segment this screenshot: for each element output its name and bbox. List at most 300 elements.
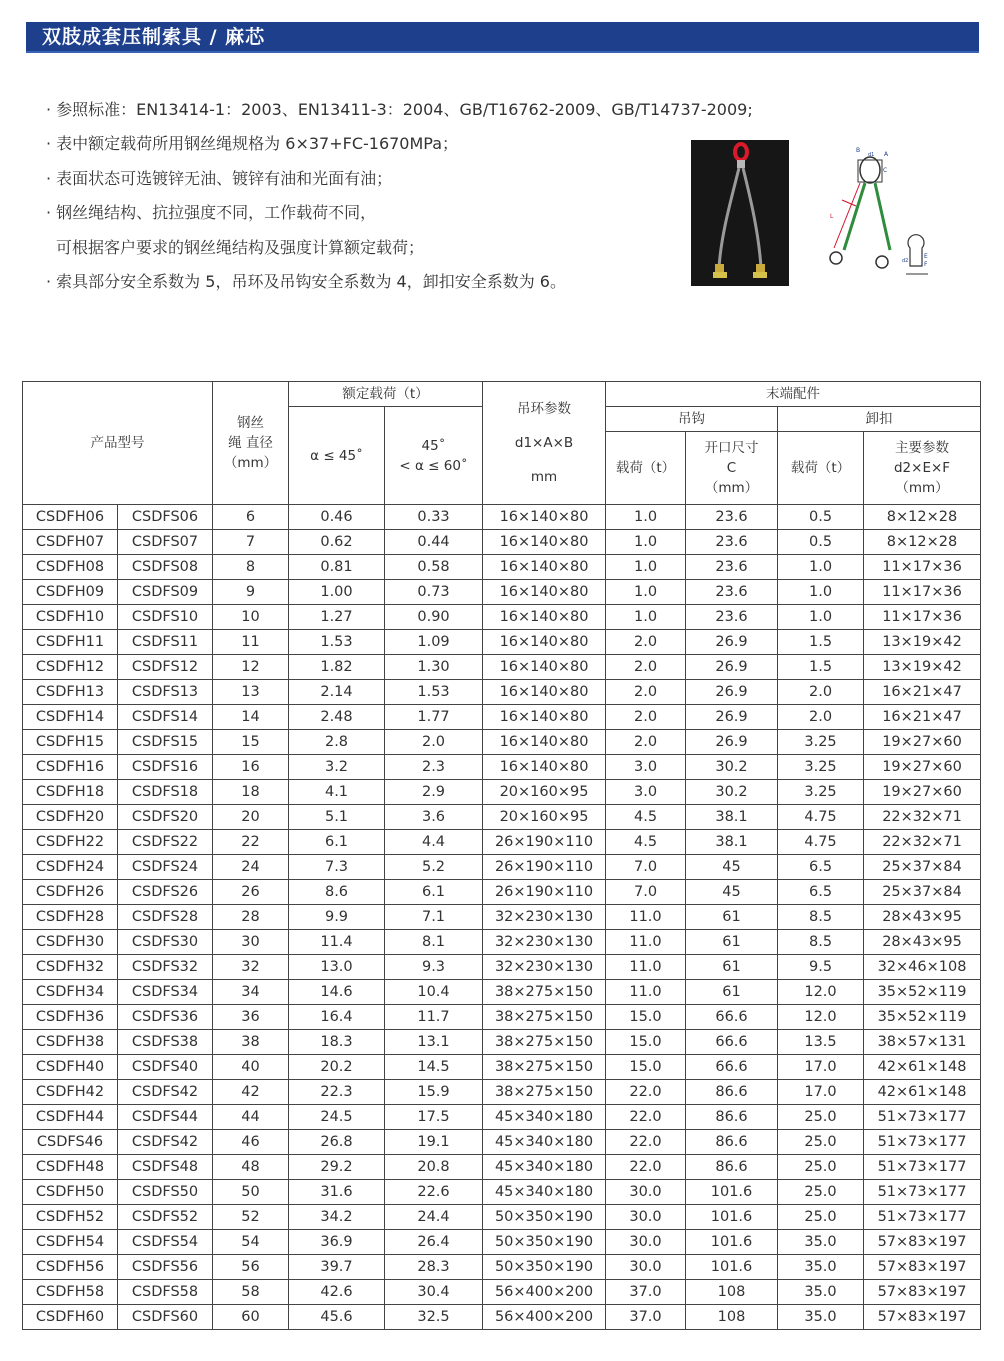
- cell-shackle-params: 19×27×60: [864, 730, 981, 755]
- cell-hook-opening: 23.6: [686, 580, 778, 605]
- cell-rope-diameter: 10: [213, 605, 289, 630]
- cell-model-s: CSDFS56: [118, 1255, 213, 1280]
- cell-load-45: 1.53: [289, 630, 385, 655]
- cell-load-60: 6.1: [385, 880, 483, 905]
- cell-hook-load: 22.0: [606, 1130, 686, 1155]
- cell-hook-opening: 38.1: [686, 805, 778, 830]
- diagram-label: d1: [868, 152, 875, 158]
- diagram-label: C: [883, 167, 888, 174]
- cell-hook-load: 37.0: [606, 1305, 686, 1330]
- header-main-params: [864, 432, 981, 505]
- cell-model-s: CSDFS09: [118, 580, 213, 605]
- cell-hook-load: 15.0: [606, 1005, 686, 1030]
- cell-hook-opening: 66.6: [686, 1030, 778, 1055]
- cell-shackle-params: 25×37×84: [864, 855, 981, 880]
- cell-load-60: 13.1: [385, 1030, 483, 1055]
- page-title: 双肢成套压制索具 / 麻芯: [26, 22, 979, 53]
- cell-hook-opening: 26.9: [686, 705, 778, 730]
- cell-hook-load: 1.0: [606, 605, 686, 630]
- cell-hook-load: 15.0: [606, 1055, 686, 1080]
- cell-load-60: 0.33: [385, 505, 483, 530]
- cell-hook-load: 4.5: [606, 830, 686, 855]
- note-item: · 索具部分安全系数为 5，吊环及吊钩安全系数为 4，卸扣安全系数为 6。: [46, 272, 566, 292]
- cell-hook-load: 11.0: [606, 930, 686, 955]
- table-row: [23, 830, 981, 855]
- cell-model-h: CSDFH52: [23, 1205, 118, 1230]
- cell-load-45: 18.3: [289, 1030, 385, 1055]
- header-opening-l3: （mm）: [704, 480, 759, 496]
- cell-ring-dims: 56×400×200: [483, 1305, 606, 1330]
- table-row: [23, 1030, 981, 1055]
- cell-model-s: CSDFS14: [118, 705, 213, 730]
- cell-load-45: 1.27: [289, 605, 385, 630]
- cell-load-60: 30.4: [385, 1280, 483, 1305]
- cell-shackle-load: 4.75: [778, 805, 864, 830]
- cell-shackle-params: 11×17×36: [864, 555, 981, 580]
- cell-load-60: 2.0: [385, 730, 483, 755]
- cell-ring-dims: 16×140×80: [483, 530, 606, 555]
- sling-diagram: [820, 140, 938, 286]
- table-row: [23, 980, 981, 1005]
- cell-model-s: CSDFS50: [118, 1180, 213, 1205]
- cell-hook-load: 30.0: [606, 1180, 686, 1205]
- cell-model-s: CSDFS26: [118, 880, 213, 905]
- cell-load-60: 24.4: [385, 1205, 483, 1230]
- cell-ring-dims: 16×140×80: [483, 655, 606, 680]
- cell-ring-dims: 45×340×180: [483, 1155, 606, 1180]
- cell-model-s: CSDFS52: [118, 1205, 213, 1230]
- cell-shackle-params: 57×83×197: [864, 1230, 981, 1255]
- cell-model-s: CSDFS40: [118, 1055, 213, 1080]
- cell-hook-load: 15.0: [606, 1030, 686, 1055]
- cell-load-60: 14.5: [385, 1055, 483, 1080]
- cell-shackle-params: 28×43×95: [864, 905, 981, 930]
- cell-hook-load: 2.0: [606, 730, 686, 755]
- cell-shackle-load: 3.25: [778, 780, 864, 805]
- table-row: [23, 630, 981, 655]
- cell-model-h: CSDFH24: [23, 855, 118, 880]
- cell-hook-load: 1.0: [606, 580, 686, 605]
- cell-rope-diameter: 42: [213, 1080, 289, 1105]
- cell-load-45: 24.5: [289, 1105, 385, 1130]
- header-model: 产品型号: [23, 382, 213, 505]
- header-rope-l3: （mm）: [223, 455, 278, 471]
- cell-hook-opening: 23.6: [686, 555, 778, 580]
- cell-shackle-params: 19×27×60: [864, 780, 981, 805]
- cell-rope-diameter: 28: [213, 905, 289, 930]
- cell-ring-dims: 38×275×150: [483, 1030, 606, 1055]
- cell-load-45: 20.2: [289, 1055, 385, 1080]
- table-row: [23, 1055, 981, 1080]
- cell-hook-opening: 108: [686, 1280, 778, 1305]
- cell-hook-opening: 86.6: [686, 1080, 778, 1105]
- cell-shackle-params: 57×83×197: [864, 1255, 981, 1280]
- cell-model-s: CSDFS18: [118, 780, 213, 805]
- spec-table-body: [23, 505, 981, 1330]
- cell-load-60: 1.53: [385, 680, 483, 705]
- cell-model-s: CSDFS34: [118, 980, 213, 1005]
- cell-hook-opening: 61: [686, 905, 778, 930]
- cell-ring-dims: 16×140×80: [483, 680, 606, 705]
- cell-hook-load: 11.0: [606, 905, 686, 930]
- cell-hook-opening: 38.1: [686, 830, 778, 855]
- cell-load-60: 9.3: [385, 955, 483, 980]
- cell-shackle-load: 25.0: [778, 1130, 864, 1155]
- cell-ring-dims: 50×350×190: [483, 1205, 606, 1230]
- cell-rope-diameter: 52: [213, 1205, 289, 1230]
- cell-ring-dims: 38×275×150: [483, 1080, 606, 1105]
- cell-hook-load: 3.0: [606, 755, 686, 780]
- cell-hook-load: 11.0: [606, 980, 686, 1005]
- cell-hook-load: 4.5: [606, 805, 686, 830]
- cell-model-s: CSDFS12: [118, 655, 213, 680]
- cell-model-s: CSDFS10: [118, 605, 213, 630]
- cell-shackle-load: 35.0: [778, 1305, 864, 1330]
- table-row: [23, 1255, 981, 1280]
- cell-hook-load: 22.0: [606, 1105, 686, 1130]
- cell-model-h: CSDFH32: [23, 955, 118, 980]
- cell-model-h: CSDFH36: [23, 1005, 118, 1030]
- cell-shackle-load: 1.5: [778, 630, 864, 655]
- cell-rope-diameter: 24: [213, 855, 289, 880]
- cell-load-45: 22.3: [289, 1080, 385, 1105]
- cell-rope-diameter: 54: [213, 1230, 289, 1255]
- cell-rope-diameter: 48: [213, 1155, 289, 1180]
- cell-shackle-load: 17.0: [778, 1080, 864, 1105]
- cell-rope-diameter: 20: [213, 805, 289, 830]
- cell-load-60: 20.8: [385, 1155, 483, 1180]
- cell-shackle-load: 25.0: [778, 1205, 864, 1230]
- cell-model-s: CSDFS16: [118, 755, 213, 780]
- header-ring-params: [483, 382, 606, 505]
- table-row: [23, 530, 981, 555]
- cell-load-45: 7.3: [289, 855, 385, 880]
- cell-model-s: CSDFS22: [118, 830, 213, 855]
- table-row: [23, 1130, 981, 1155]
- cell-ring-dims: 45×340×180: [483, 1130, 606, 1155]
- note-item: · 表中额定载荷所用钢丝绳规格为 6×37+FC-1670MPa；: [46, 134, 459, 154]
- cell-hook-load: 2.0: [606, 705, 686, 730]
- cell-load-45: 2.8: [289, 730, 385, 755]
- header-rope-diameter: [213, 382, 289, 505]
- cell-shackle-load: 6.5: [778, 855, 864, 880]
- cell-shackle-load: 1.0: [778, 580, 864, 605]
- header-angle-45: α ≤ 45˚: [289, 407, 385, 505]
- cell-rope-diameter: 13: [213, 680, 289, 705]
- cell-ring-dims: 56×400×200: [483, 1280, 606, 1305]
- cell-shackle-load: 3.25: [778, 755, 864, 780]
- technical-drawing: [820, 140, 938, 286]
- cell-model-s: CSDFS42: [118, 1080, 213, 1105]
- cell-hook-opening: 61: [686, 980, 778, 1005]
- cell-model-s: CSDFS20: [118, 805, 213, 830]
- cell-rope-diameter: 12: [213, 655, 289, 680]
- table-row: [23, 730, 981, 755]
- cell-shackle-load: 8.5: [778, 930, 864, 955]
- cell-rope-diameter: 36: [213, 1005, 289, 1030]
- cell-load-45: 5.1: [289, 805, 385, 830]
- cell-shackle-params: 42×61×148: [864, 1080, 981, 1105]
- table-row: [23, 1230, 981, 1255]
- header-main-l1: 主要参数: [895, 440, 950, 456]
- cell-ring-dims: 26×190×110: [483, 880, 606, 905]
- cell-shackle-params: 8×12×28: [864, 505, 981, 530]
- cell-hook-opening: 86.6: [686, 1105, 778, 1130]
- cell-model-s: CSDFS28: [118, 905, 213, 930]
- cell-model-s: CSDFS06: [118, 505, 213, 530]
- table-row: [23, 905, 981, 930]
- cell-shackle-load: 2.0: [778, 680, 864, 705]
- note-item: 可根据客户要求的钢丝绳结构及强度计算额定载荷；: [56, 237, 425, 257]
- cell-model-h: CSDFH28: [23, 905, 118, 930]
- table-row: [23, 1205, 981, 1230]
- cell-hook-load: 30.0: [606, 1255, 686, 1280]
- cell-rope-diameter: 26: [213, 880, 289, 905]
- header-opening-l2: C: [726, 460, 737, 476]
- cell-load-60: 32.5: [385, 1305, 483, 1330]
- cell-shackle-params: 35×52×119: [864, 980, 981, 1005]
- table-row: [23, 880, 981, 905]
- header-main-l2: d2×E×F: [893, 460, 951, 476]
- table-row: [23, 1105, 981, 1130]
- cell-hook-opening: 101.6: [686, 1180, 778, 1205]
- cell-hook-opening: 26.9: [686, 680, 778, 705]
- cell-hook-opening: 101.6: [686, 1205, 778, 1230]
- cell-shackle-load: 0.5: [778, 530, 864, 555]
- table-row: [23, 930, 981, 955]
- cell-hook-load: 7.0: [606, 855, 686, 880]
- diagram-label: E: [924, 253, 928, 260]
- cell-ring-dims: 16×140×80: [483, 605, 606, 630]
- table-row: [23, 955, 981, 980]
- header-rated-load: 额定载荷（t）: [289, 382, 483, 407]
- cell-hook-load: 2.0: [606, 630, 686, 655]
- cell-hook-opening: 30.2: [686, 755, 778, 780]
- header-opening-l1: 开口尺寸: [704, 440, 759, 456]
- cell-rope-diameter: 38: [213, 1030, 289, 1055]
- cell-ring-dims: 45×340×180: [483, 1180, 606, 1205]
- header-end-fittings: 末端配件: [606, 382, 981, 407]
- cell-model-s: CSDFS11: [118, 630, 213, 655]
- cell-load-60: 0.44: [385, 530, 483, 555]
- cell-model-h: CSDFH11: [23, 630, 118, 655]
- cell-shackle-params: 16×21×47: [864, 705, 981, 730]
- cell-hook-opening: 23.6: [686, 505, 778, 530]
- cell-ring-dims: 38×275×150: [483, 1055, 606, 1080]
- cell-shackle-load: 25.0: [778, 1105, 864, 1130]
- table-row: [23, 1305, 981, 1330]
- cell-shackle-params: 13×19×42: [864, 655, 981, 680]
- cell-ring-dims: 50×350×190: [483, 1230, 606, 1255]
- cell-load-45: 31.6: [289, 1180, 385, 1205]
- cell-model-s: CSDFS44: [118, 1105, 213, 1130]
- cell-model-h: CSDFH13: [23, 680, 118, 705]
- cell-load-60: 1.30: [385, 655, 483, 680]
- table-row: [23, 1280, 981, 1305]
- cell-hook-opening: 23.6: [686, 605, 778, 630]
- cell-hook-opening: 86.6: [686, 1155, 778, 1180]
- cell-shackle-params: 22×32×71: [864, 805, 981, 830]
- cell-model-h: CSDFH42: [23, 1080, 118, 1105]
- note-item: · 表面状态可选镀锌无油、镀锌有油和光面有油；: [46, 168, 393, 188]
- cell-ring-dims: 32×230×130: [483, 955, 606, 980]
- table-row: [23, 680, 981, 705]
- cell-shackle-params: 8×12×28: [864, 530, 981, 555]
- table-row: [23, 1080, 981, 1105]
- cell-rope-diameter: 14: [213, 705, 289, 730]
- cell-model-h: CSDFH58: [23, 1280, 118, 1305]
- cell-load-60: 2.3: [385, 755, 483, 780]
- diagram-label: B: [856, 147, 861, 154]
- cell-hook-load: 37.0: [606, 1280, 686, 1305]
- cell-model-h: CSDFH14: [23, 705, 118, 730]
- cell-shackle-load: 12.0: [778, 1005, 864, 1030]
- cell-rope-diameter: 16: [213, 755, 289, 780]
- cell-load-60: 7.1: [385, 905, 483, 930]
- cell-rope-diameter: 9: [213, 580, 289, 605]
- cell-model-h: CSDFH07: [23, 530, 118, 555]
- header-angle2-l2: < α ≤ 60˚: [399, 457, 468, 474]
- cell-shackle-load: 1.0: [778, 605, 864, 630]
- cell-shackle-params: 51×73×177: [864, 1155, 981, 1180]
- cell-rope-diameter: 15: [213, 730, 289, 755]
- cell-shackle-load: 13.5: [778, 1030, 864, 1055]
- table-row: [23, 605, 981, 630]
- cell-hook-load: 11.0: [606, 955, 686, 980]
- cell-hook-opening: 101.6: [686, 1230, 778, 1255]
- table-row: [23, 580, 981, 605]
- cell-load-45: 8.6: [289, 880, 385, 905]
- cell-shackle-load: 35.0: [778, 1280, 864, 1305]
- cell-shackle-params: 11×17×36: [864, 605, 981, 630]
- cell-hook-opening: 26.9: [686, 655, 778, 680]
- cell-load-60: 10.4: [385, 980, 483, 1005]
- cell-shackle-params: 25×37×84: [864, 880, 981, 905]
- cell-hook-load: 2.0: [606, 680, 686, 705]
- cell-load-60: 0.73: [385, 580, 483, 605]
- product-photo: [691, 140, 789, 286]
- cell-shackle-load: 9.5: [778, 955, 864, 980]
- cell-model-s: CSDFS58: [118, 1280, 213, 1305]
- cell-model-s: CSDFS13: [118, 680, 213, 705]
- cell-model-h: CSDFH50: [23, 1180, 118, 1205]
- cell-load-45: 4.1: [289, 780, 385, 805]
- cell-load-60: 28.3: [385, 1255, 483, 1280]
- header-shackle: 卸扣: [778, 407, 981, 432]
- cell-ring-dims: 45×340×180: [483, 1105, 606, 1130]
- cell-model-h: CSDFH34: [23, 980, 118, 1005]
- cell-rope-diameter: 40: [213, 1055, 289, 1080]
- cell-ring-dims: 16×140×80: [483, 730, 606, 755]
- table-row: [23, 505, 981, 530]
- cell-ring-dims: 26×190×110: [483, 830, 606, 855]
- header-angle-60: [385, 407, 483, 505]
- cell-rope-diameter: 22: [213, 830, 289, 855]
- table-row: [23, 655, 981, 680]
- cell-shackle-params: 16×21×47: [864, 680, 981, 705]
- cell-load-45: 39.7: [289, 1255, 385, 1280]
- header-shackle-load: 载荷（t）: [778, 432, 864, 505]
- cell-model-h: CSDFH08: [23, 555, 118, 580]
- cell-load-60: 15.9: [385, 1080, 483, 1105]
- cell-model-h: CSDFH15: [23, 730, 118, 755]
- cell-shackle-load: 3.25: [778, 730, 864, 755]
- cell-hook-load: 1.0: [606, 530, 686, 555]
- cell-model-s: CSDFS36: [118, 1005, 213, 1030]
- table-row: [23, 1005, 981, 1030]
- cell-rope-diameter: 8: [213, 555, 289, 580]
- cell-shackle-load: 1.5: [778, 655, 864, 680]
- cell-model-h: CSDFH48: [23, 1155, 118, 1180]
- cell-model-s: CSDFS32: [118, 955, 213, 980]
- cell-model-s: CSDFS15: [118, 730, 213, 755]
- cell-load-45: 45.6: [289, 1305, 385, 1330]
- cell-load-45: 1.82: [289, 655, 385, 680]
- cell-load-45: 16.4: [289, 1005, 385, 1030]
- cell-shackle-load: 1.0: [778, 555, 864, 580]
- notes-list: [46, 93, 753, 299]
- cell-rope-diameter: 7: [213, 530, 289, 555]
- table-row: [23, 1180, 981, 1205]
- cell-load-45: 0.46: [289, 505, 385, 530]
- cell-shackle-params: 51×73×177: [864, 1130, 981, 1155]
- cell-load-45: 14.6: [289, 980, 385, 1005]
- cell-load-45: 11.4: [289, 930, 385, 955]
- cell-shackle-params: 57×83×197: [864, 1280, 981, 1305]
- cell-model-h: CSDFH40: [23, 1055, 118, 1080]
- table-row: [23, 555, 981, 580]
- cell-hook-load: 30.0: [606, 1205, 686, 1230]
- cell-ring-dims: 16×140×80: [483, 555, 606, 580]
- cell-hook-opening: 61: [686, 955, 778, 980]
- cell-shackle-params: 11×17×36: [864, 580, 981, 605]
- cell-load-45: 3.2: [289, 755, 385, 780]
- cell-rope-diameter: 30: [213, 930, 289, 955]
- cell-shackle-load: 25.0: [778, 1180, 864, 1205]
- cell-ring-dims: 50×350×190: [483, 1255, 606, 1280]
- cell-hook-opening: 101.6: [686, 1255, 778, 1280]
- cell-rope-diameter: 44: [213, 1105, 289, 1130]
- cell-hook-opening: 45: [686, 855, 778, 880]
- cell-load-45: 2.14: [289, 680, 385, 705]
- diagram-label: F: [924, 261, 928, 268]
- cell-shackle-params: 28×43×95: [864, 930, 981, 955]
- cell-shackle-params: 35×52×119: [864, 1005, 981, 1030]
- cell-hook-load: 1.0: [606, 505, 686, 530]
- cell-ring-dims: 20×160×95: [483, 805, 606, 830]
- cell-ring-dims: 32×230×130: [483, 905, 606, 930]
- header-hook: 吊钩: [606, 407, 778, 432]
- cell-load-45: 2.48: [289, 705, 385, 730]
- cell-model-h: CSDFS46: [23, 1130, 118, 1155]
- cell-hook-opening: 45: [686, 880, 778, 905]
- cell-load-45: 26.8: [289, 1130, 385, 1155]
- cell-hook-opening: 86.6: [686, 1130, 778, 1155]
- cell-ring-dims: 16×140×80: [483, 755, 606, 780]
- cell-hook-opening: 66.6: [686, 1055, 778, 1080]
- cell-model-s: CSDFS30: [118, 930, 213, 955]
- note-item: · 钢丝绳结构、抗拉强度不同，工作载荷不同，: [46, 203, 377, 223]
- cell-ring-dims: 32×230×130: [483, 930, 606, 955]
- cell-model-s: CSDFS07: [118, 530, 213, 555]
- cell-load-60: 1.77: [385, 705, 483, 730]
- cell-ring-dims: 16×140×80: [483, 505, 606, 530]
- diagram-label: d2: [902, 258, 909, 264]
- cell-load-60: 2.9: [385, 780, 483, 805]
- cell-rope-diameter: 6: [213, 505, 289, 530]
- cell-model-s: CSDFS08: [118, 555, 213, 580]
- cell-model-h: CSDFH06: [23, 505, 118, 530]
